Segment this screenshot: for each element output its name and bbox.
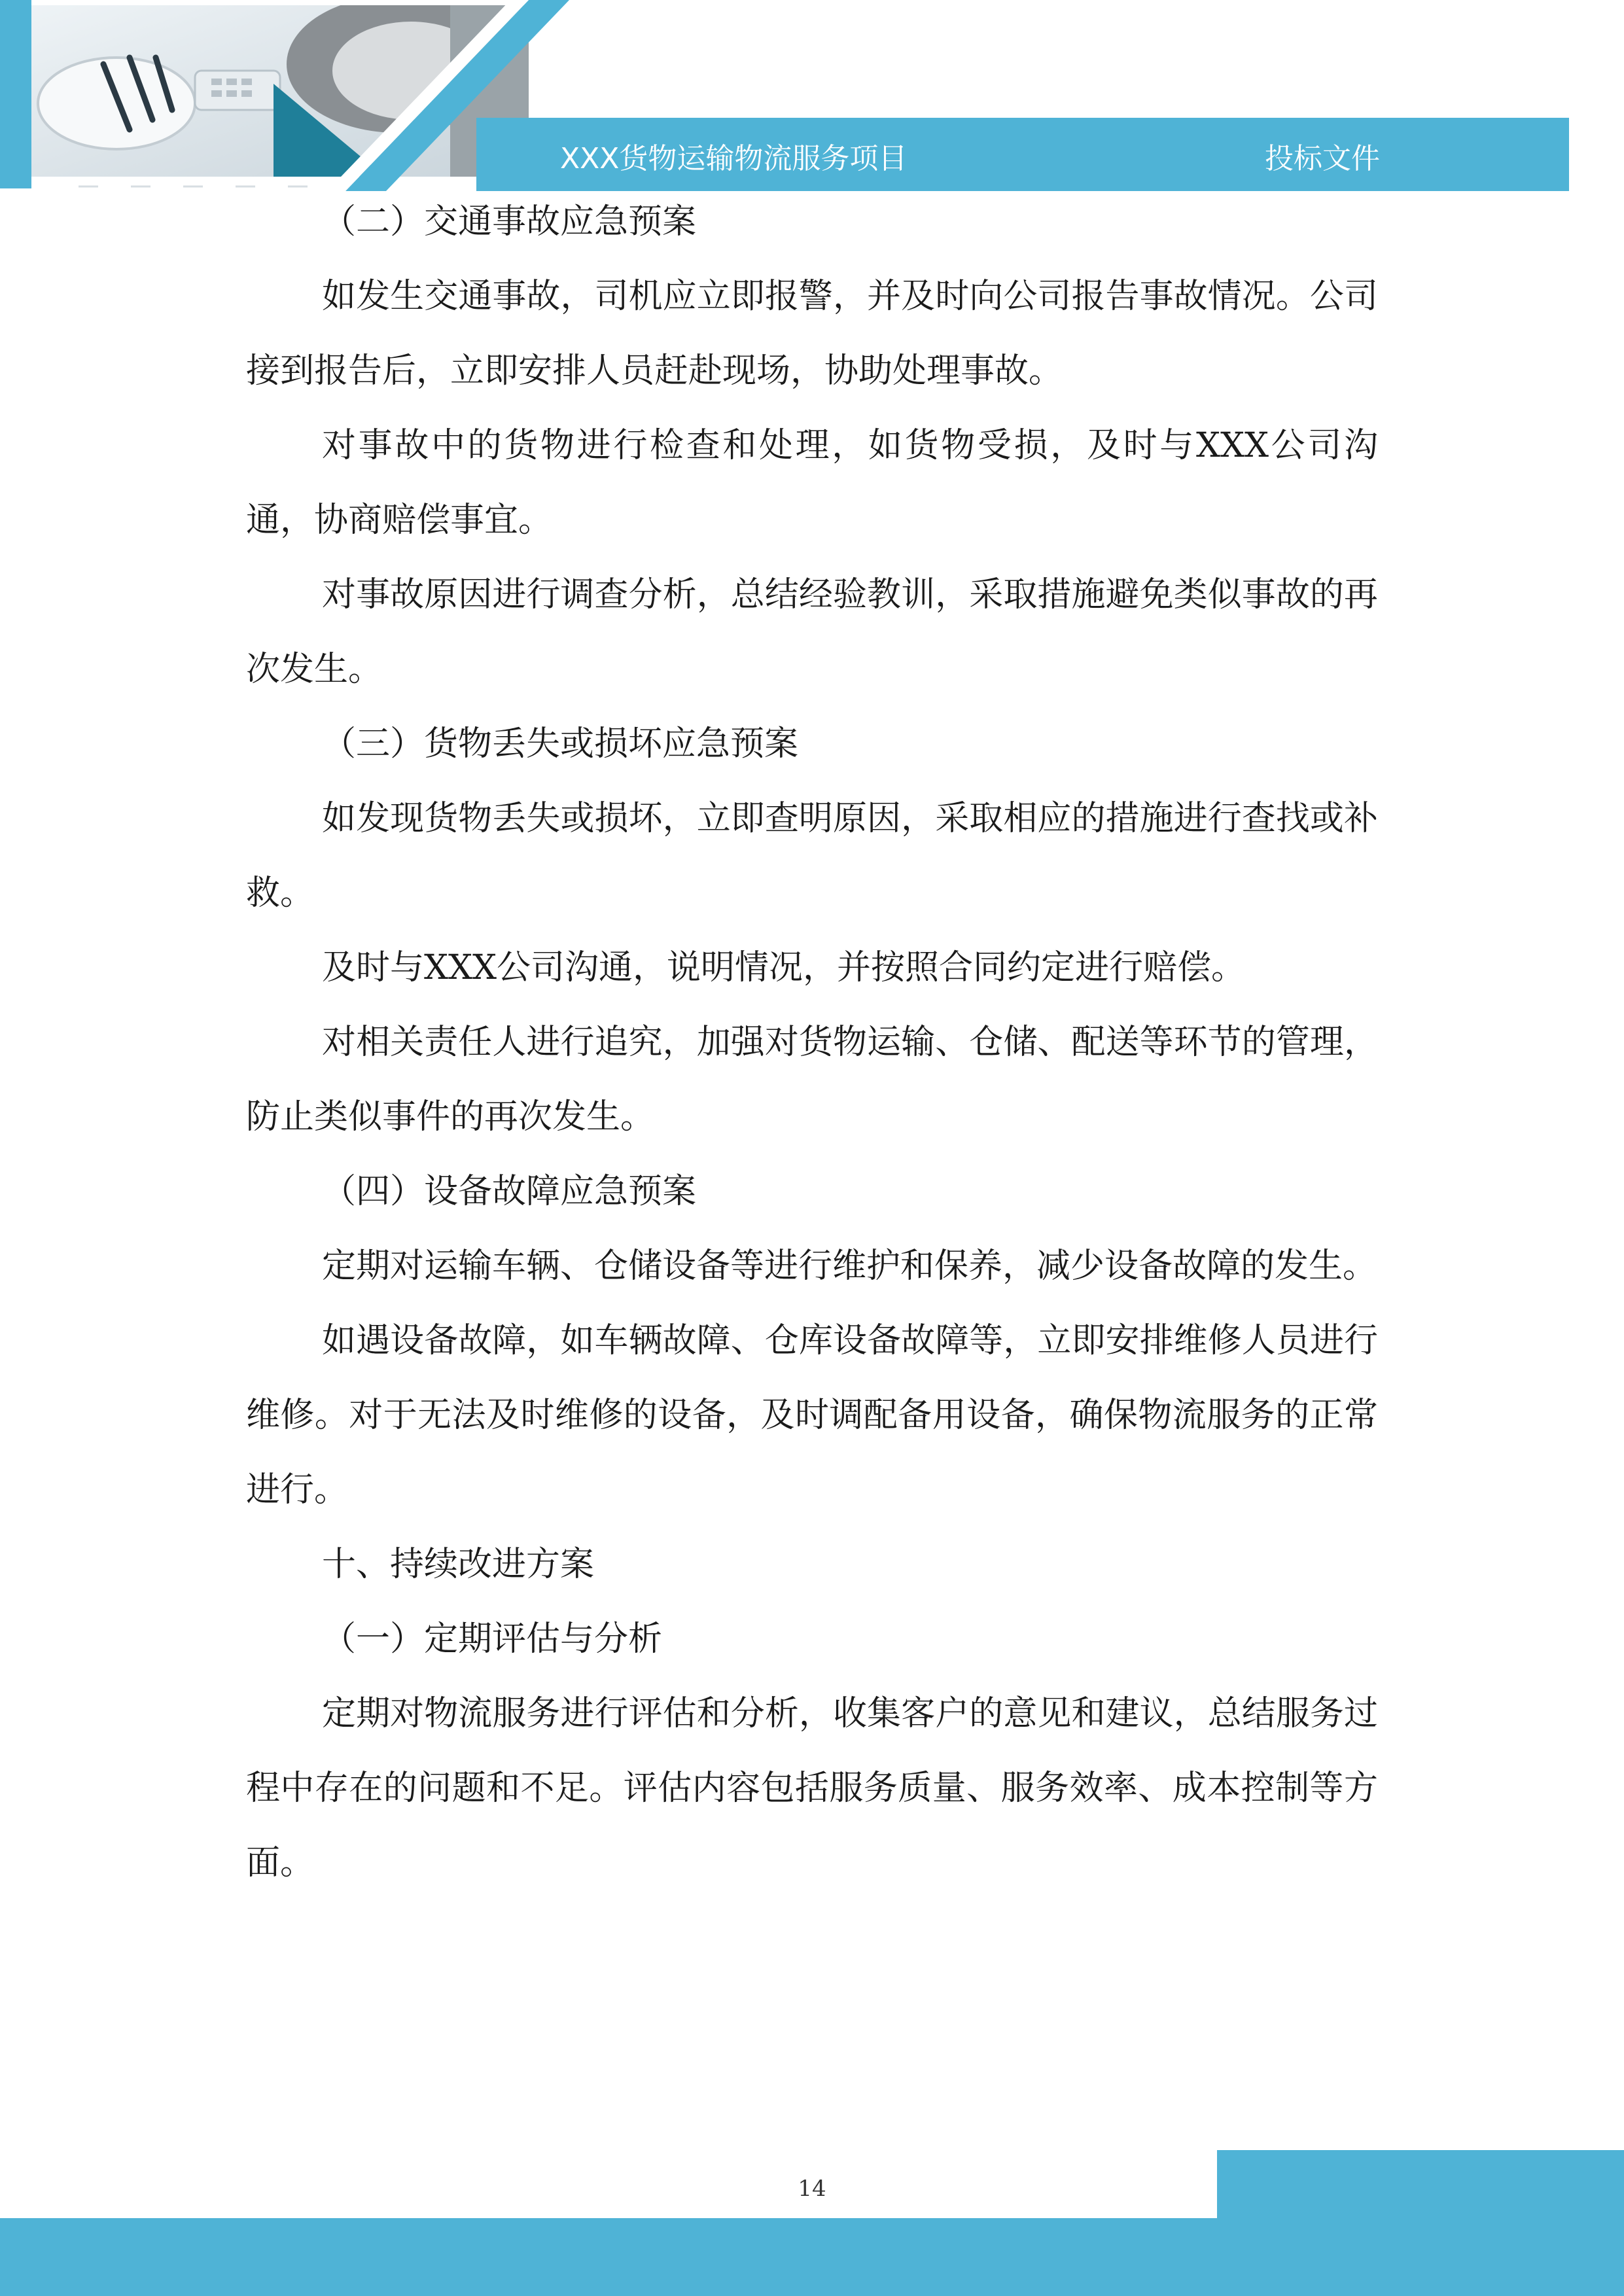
- paragraph: 定期对物流服务进行评估和分析，收集客户的意见和建议，总结服务过程中存在的问题和不足。评估内容包括服务质量、服务效率、成本控制等方面。: [246, 1694, 1378, 1882]
- chapter-heading: 十、持续改进方案: [322, 1545, 595, 1584]
- paragraph: 对事故中的货物进行检查和处理，如货物受损，及时与XXX公司沟通，协商赔偿事宜。: [246, 426, 1378, 540]
- header-banner: [476, 118, 1569, 191]
- section-heading: （二）交通事故应急预案: [322, 202, 697, 241]
- paragraph: 定期对运输车辆、仓储设备等进行维护和保养，减少设备故障的发生。: [322, 1246, 1377, 1286]
- paragraph: 如遇设备故障，如车辆故障、仓库设备故障等，立即安排维修人员进行维修。对于无法及时维修的设备，及时调配备用设备，确保物流服务的正常进行。: [246, 1321, 1378, 1510]
- paragraph: 对相关责任人进行追究，加强对货物运输、仓储、配送等环节的管理，防止类似事件的再次发生。: [246, 1023, 1378, 1137]
- page-number: 14: [798, 2176, 826, 2202]
- paragraph: 如发现货物丢失或损坏，立即查明原因，采取相应的措施进行查找或补救。: [246, 799, 1378, 913]
- section-heading: （一）定期评估与分析: [322, 1619, 663, 1659]
- paragraph: 及时与XXX公司沟通，说明情况，并按照合同约定进行赔偿。: [322, 948, 1246, 987]
- header-doc-type: 投标文件: [1265, 142, 1380, 175]
- paragraph: 对事故原因进行调查分析，总结经验教训，采取措施避免类似事故的再次发生。: [246, 575, 1378, 689]
- header-project-title: XXX货物运输物流服务项目: [560, 142, 908, 175]
- footer-accent-block: [1217, 2150, 1624, 2218]
- page-content: [246, 185, 1378, 1900]
- section-heading: （三）货物丢失或损坏应急预案: [322, 724, 799, 764]
- footer-bar: [0, 2218, 1624, 2296]
- paragraph: 如发生交通事故，司机应立即报警，并及时向公司报告事故情况。公司接到报告后，立即安排人员赶赴现场，协助处理事故。: [246, 277, 1378, 391]
- section-heading: （四）设备故障应急预案: [322, 1172, 697, 1211]
